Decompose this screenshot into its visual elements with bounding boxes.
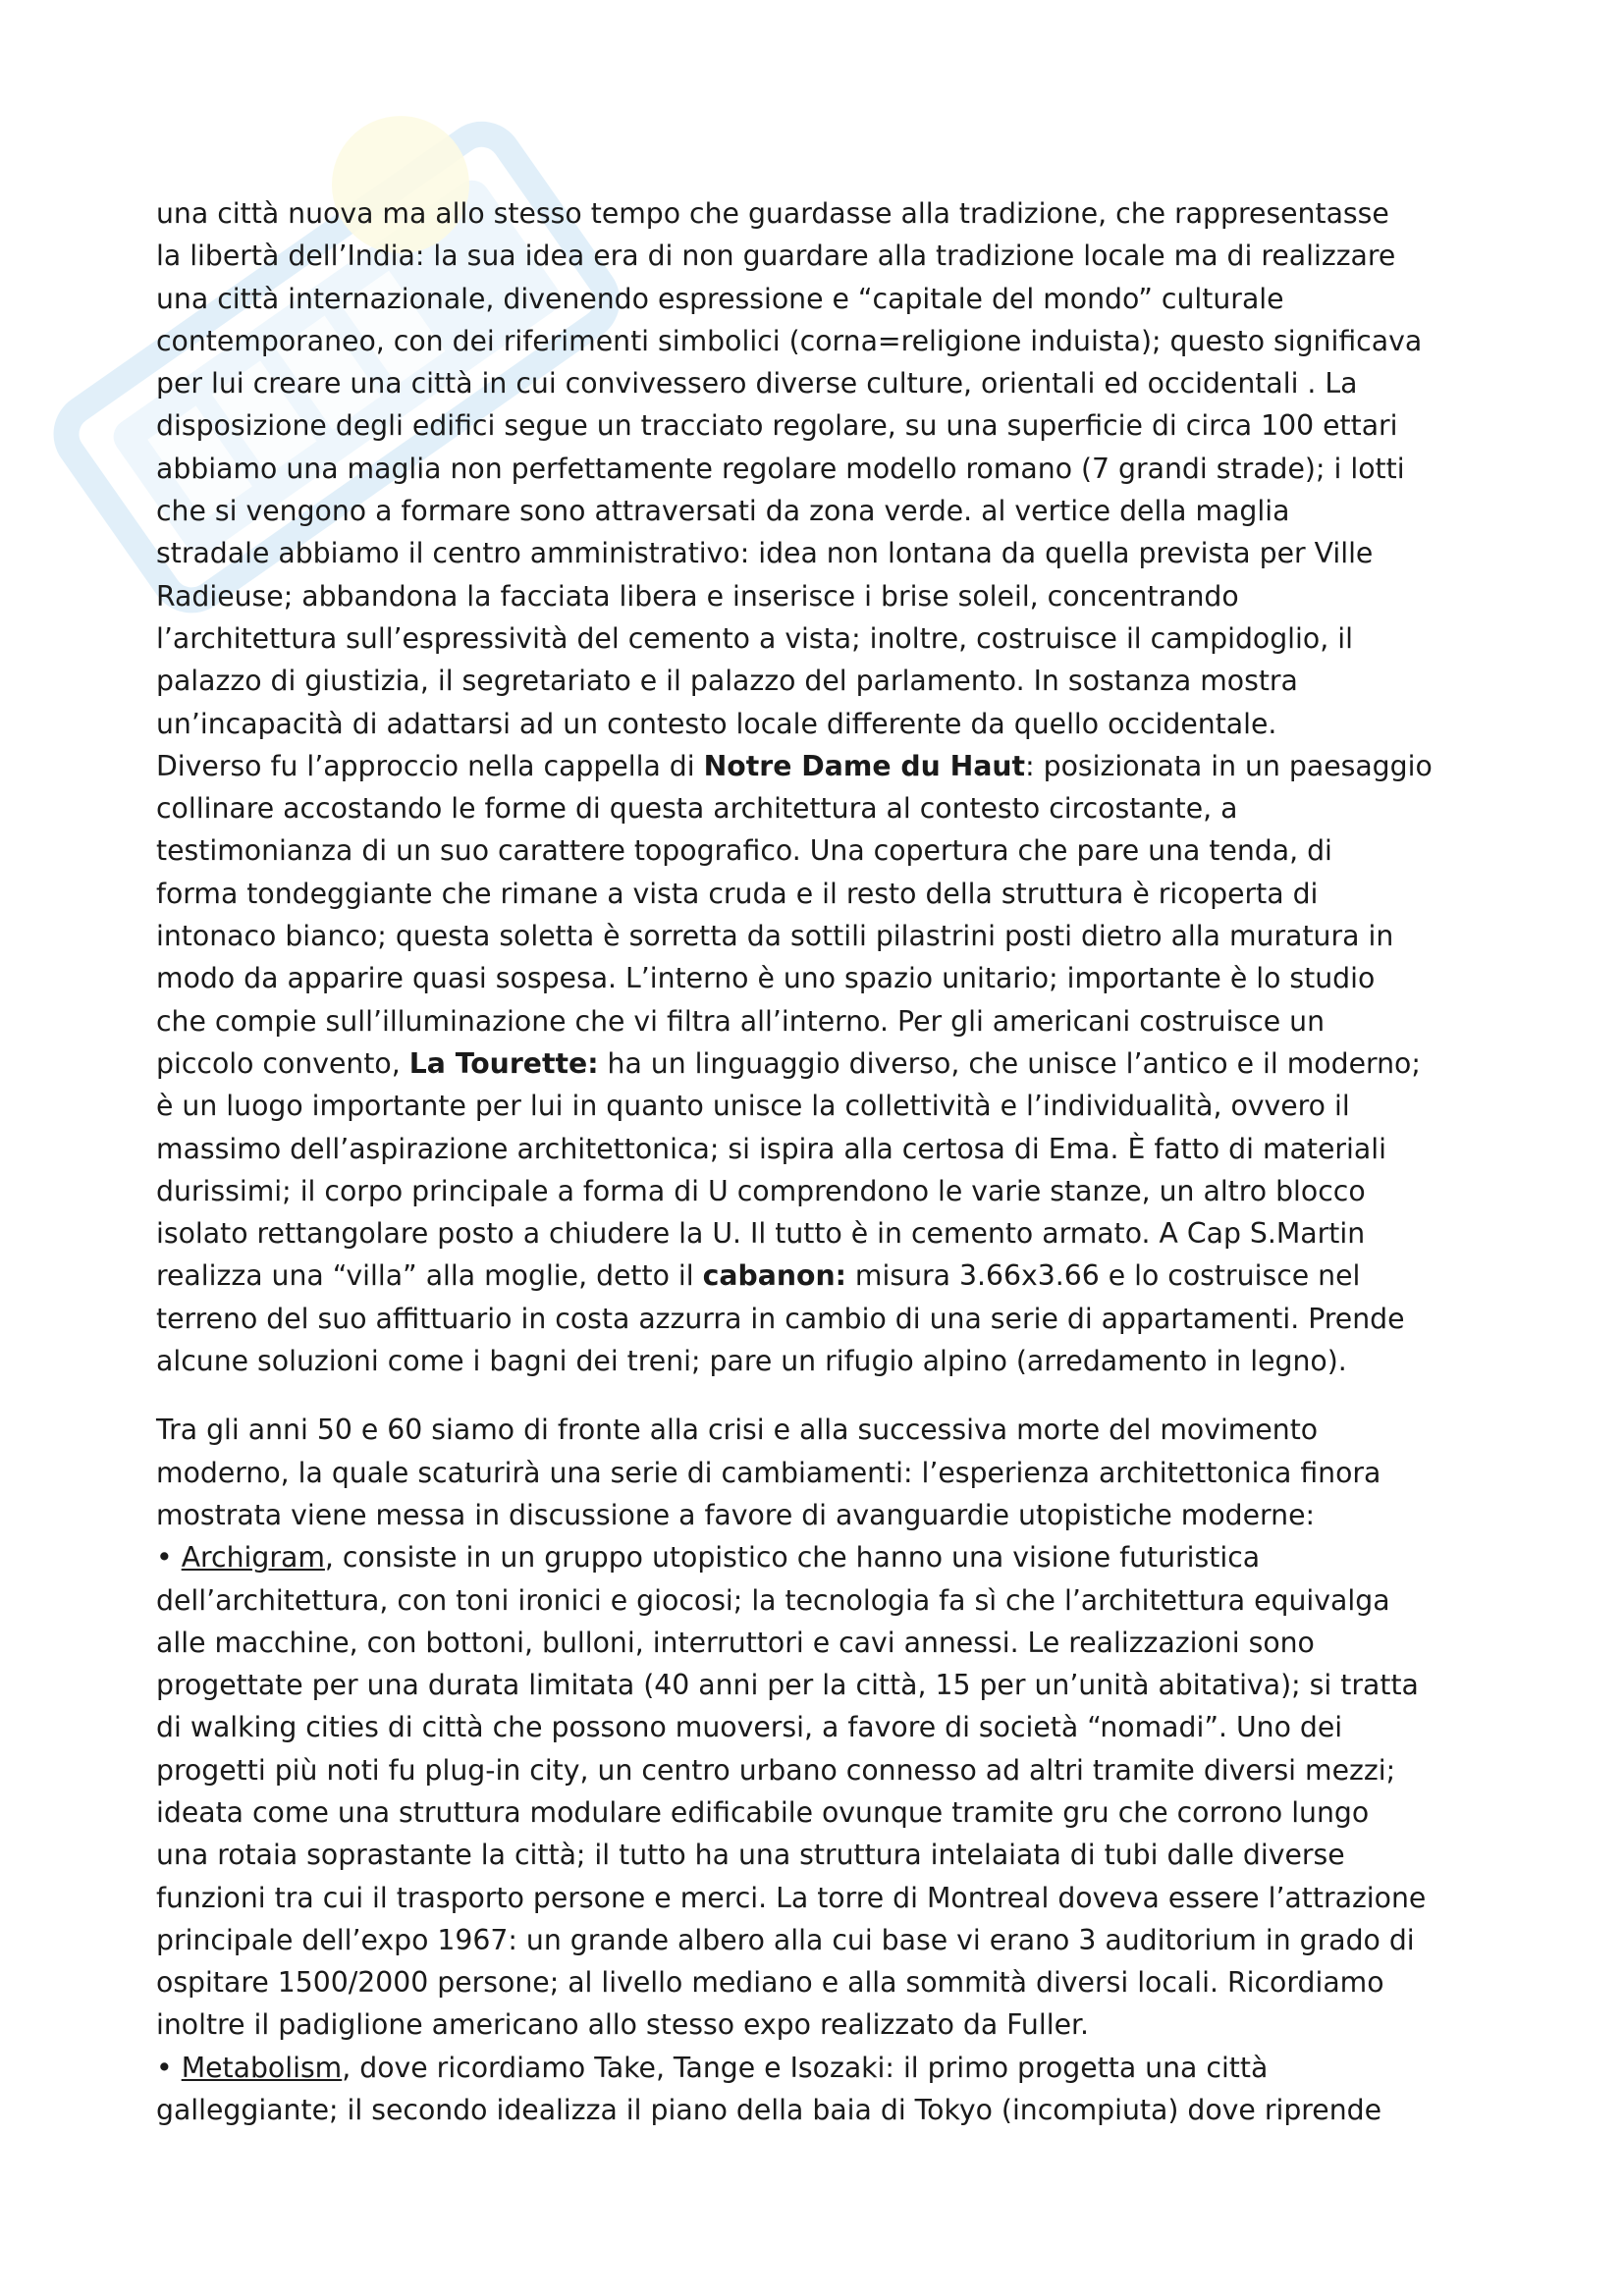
- text-line: che si vengono a formare sono attraversati da zona verde. al vertice della maglia: [156, 495, 1290, 528]
- list-item-metabolism: [156, 2047, 1491, 2089]
- text-line: una rotaia soprastante la città; il tutto ha una struttura intelaiata di tubi dalle diverse: [156, 1839, 1345, 1872]
- text-line: [156, 1255, 1491, 1297]
- text-line: progettate per una durata limitata (40 anni per la città, 15 per un’unità abitativa); si tratta: [156, 1669, 1419, 1702]
- text-line: palazzo di giustizia, il segretariato e il palazzo del parlamento. In sostanza mostra: [156, 665, 1298, 698]
- text-line: che compie sull’illuminazione che vi filtra all’interno. Per gli americani costruisce un: [156, 1004, 1326, 1038]
- text-line: alle macchine, con bottoni, bulloni, interruttori e cavi annessi. Le realizzazioni sono: [156, 1626, 1315, 1659]
- text-line: l’architettura sull’espressività del cemento a vista; inoltre, costruisce il campidoglio, il: [156, 621, 1353, 655]
- text-run: , dove ricordiamo Take, Tange e Isozaki: il primo progetta una città: [342, 2051, 1269, 2084]
- text-line: abbiamo una maglia non perfettamente regolare modello romano (7 grandi strade); i lotti: [156, 452, 1405, 485]
- text-line: contemporaneo, con dei riferimenti simbolici (corna=religione induista); questo significava: [156, 324, 1423, 357]
- text-run: misura 3.66x3.66 e lo costruisce nel: [845, 1259, 1361, 1293]
- text-line: disposizione degli edifici segue un tracciato regolare, su una superficie di circa 100 ettari: [156, 409, 1398, 443]
- text-line: testimonianza di un suo carattere topografico. Una copertura che pare una tenda, di: [156, 834, 1332, 868]
- text-run: piccolo convento,: [156, 1046, 409, 1080]
- paragraph-gap: [156, 1382, 1491, 1409]
- text-run: , consiste in un gruppo utopistico che hanno una visione futuristica: [324, 1541, 1261, 1575]
- paragraph-chandigarh-ronchamp: [156, 192, 1491, 1382]
- text-line: un’incapacità di adattarsi ad un contesto locale differente da quello occidentale.: [156, 707, 1277, 740]
- text-line: modo da apparire quasi sospesa. L’interno è uno spazio unitario; importante è lo studio: [156, 962, 1376, 995]
- text-line: mostrata viene messa in discussione a favore di avanguardie utopistiche moderne:: [156, 1498, 1316, 1531]
- text-line: Radieuse; abbandona la facciata libera e inserisce i brise soleil, concentrando: [156, 579, 1239, 613]
- bullet: •: [156, 2051, 182, 2084]
- text-line: [156, 1042, 1491, 1085]
- text-line: dell’architettura, con toni ironici e giocosi; la tecnologia fa sì che l’architettura equivalga: [156, 1583, 1390, 1617]
- text-line: una città nuova ma allo stesso tempo che guardasse alla tradizione, che rappresentasse: [156, 197, 1389, 230]
- text-line: di walking cities di città che possono muoversi, a favore di società “nomadi”. Uno dei: [156, 1711, 1343, 1744]
- text-line: isolato rettangolare posto a chiudere la U. Il tutto è in cemento armato. A Cap S.Martin: [156, 1217, 1366, 1251]
- text-line: terreno del suo affittuario in costa azzurra in cambio di una serie di appartamenti. Prende: [156, 1302, 1405, 1335]
- text-line: alcune soluzioni come i bagni dei treni; pare un rifugio alpino (arredamento in legno).: [156, 1345, 1347, 1378]
- text-line: intonaco bianco; questa soletta è sorretta da sottili pilastrini posti dietro alla muratura in: [156, 920, 1394, 953]
- bullet: •: [156, 1541, 182, 1575]
- text-line: per lui creare una città in cui convivessero diverse culture, orientali ed occidentali . La: [156, 367, 1358, 400]
- text-run: : posizionata in un paesaggio: [1025, 749, 1433, 782]
- text-line: la libertà dell’India: la sua idea era di non guardare alla tradizione locale ma di realizzare: [156, 240, 1396, 273]
- text-line: ideata come una struttura modulare edificabile ovunque tramite gru che corrono lungo: [156, 1795, 1370, 1829]
- text-line: moderno, la quale scaturirà una serie di cambiamenti: l’esperienza architettonica finora: [156, 1456, 1381, 1489]
- text-line: [156, 745, 1491, 787]
- text-line: forma tondeggiante che rimane a vista cruda e il resto della struttura è ricoperta di: [156, 877, 1319, 910]
- text-line: una città internazionale, divenendo espressione e “capitale del mondo” culturale: [156, 282, 1284, 315]
- text-line: è un luogo importante per lui in quanto unisce la collettività e l’individualità, ovvero il: [156, 1090, 1350, 1123]
- text-run: ha un linguaggio diverso, che unisce l’antico e il moderno;: [598, 1046, 1421, 1080]
- text-line: Tra gli anni 50 e 60 siamo di fronte alla crisi e alla successiva morte del movimento: [156, 1414, 1319, 1447]
- text-line: massimo dell’aspirazione architettonica; si ispira alla certosa di Ema. È fatto di materiali: [156, 1132, 1386, 1165]
- term-la-tourette: La Tourette:: [408, 1046, 599, 1080]
- paragraph-avanguardie: [156, 1409, 1491, 2131]
- text-run: Diverso fu l’approccio nella cappella di: [156, 749, 704, 782]
- text-line: inoltre il padiglione americano allo stesso expo realizzato da Fuller.: [156, 2008, 1090, 2042]
- term-archigram: Archigram: [181, 1541, 325, 1575]
- document-page: [156, 192, 1491, 2131]
- text-line: progetti più noti fu plug-in city, un centro urbano connesso ad altri tramite diversi mezzi;: [156, 1753, 1396, 1787]
- text-line: durissimi; il corpo principale a forma di U comprendono le varie stanze, un altro blocco: [156, 1174, 1366, 1207]
- text-line: ospitare 1500/2000 persone; al livello mediano e alla sommità diversi locali. Ricordiamo: [156, 1966, 1384, 2000]
- text-line: galleggiante; il secondo idealizza il piano della baia di Tokyo (incompiuta) dove riprende: [156, 2094, 1382, 2127]
- list-item-archigram: [156, 1536, 1491, 1578]
- text-line: principale dell’expo 1967: un grande albero alla cui base vi erano 3 auditorium in grado di: [156, 1923, 1415, 1956]
- text-line: funzioni tra cui il trasporto persone e merci. La torre di Montreal doveva essere l’attrazione: [156, 1881, 1427, 1914]
- term-notre-dame-du-haut: Notre Dame du Haut: [703, 749, 1026, 782]
- term-cabanon: cabanon:: [702, 1259, 846, 1293]
- term-metabolism: Metabolism: [181, 2051, 343, 2084]
- text-line: collinare accostando le forme di questa architettura al contesto circostante, a: [156, 792, 1238, 826]
- text-run: realizza una “villa” alla moglie, detto il: [156, 1259, 703, 1293]
- text-line: stradale abbiamo il centro amministrativo: idea non lontana da quella prevista per Ville: [156, 537, 1374, 570]
